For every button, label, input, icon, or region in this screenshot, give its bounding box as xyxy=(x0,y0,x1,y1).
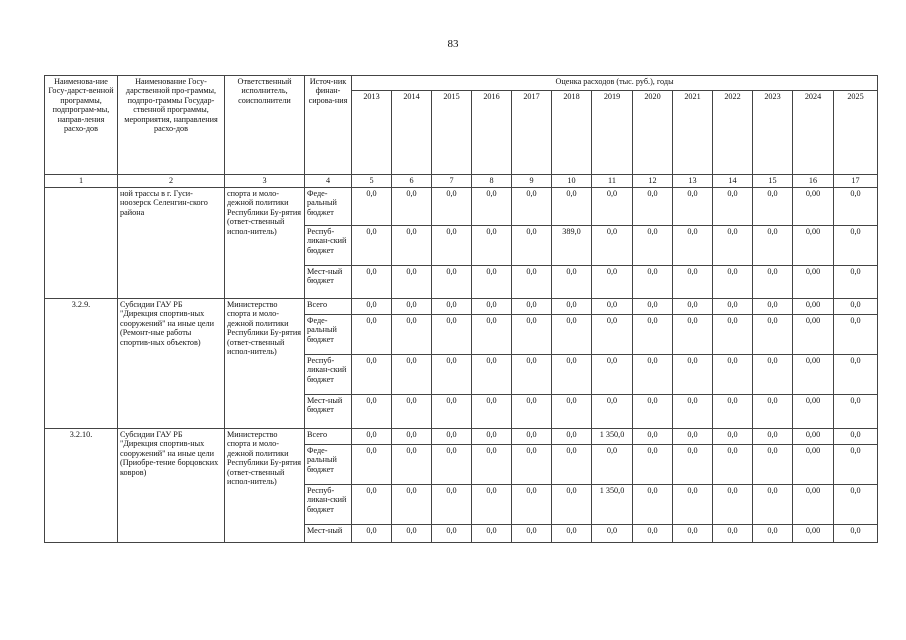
expense-value: 0,0 xyxy=(432,429,472,445)
expense-value: 0,0 xyxy=(633,266,673,299)
header-year: 2022 xyxy=(713,91,753,175)
expense-value: 0,0 xyxy=(512,429,552,445)
measure-code xyxy=(45,188,118,299)
responsible-executor: Министерство спорта и моло-дежной политики Республики Бу-рятия (ответ-ственный испол-нитель) xyxy=(225,429,305,543)
expense-value: 0,0 xyxy=(352,355,392,395)
column-number: 2 xyxy=(118,175,225,188)
expense-value: 0,0 xyxy=(512,266,552,299)
expense-value: 0,0 xyxy=(713,525,753,543)
column-number: 3 xyxy=(225,175,305,188)
expense-value: 0,0 xyxy=(432,299,472,315)
expense-value: 0,0 xyxy=(392,525,432,543)
expense-value: 0,00 xyxy=(793,299,834,315)
expense-value: 0,00 xyxy=(793,266,834,299)
expense-value: 0,0 xyxy=(713,429,753,445)
column-number: 1 xyxy=(45,175,118,188)
expense-value: 0,0 xyxy=(673,429,713,445)
expense-value: 0,0 xyxy=(472,226,512,266)
expense-value: 0,0 xyxy=(713,485,753,525)
expense-value: 0,00 xyxy=(793,395,834,429)
expense-value: 0,0 xyxy=(834,395,878,429)
expense-value: 0,0 xyxy=(633,485,673,525)
expense-value: 0,0 xyxy=(432,226,472,266)
expense-value: 0,0 xyxy=(713,315,753,355)
expense-value: 0,0 xyxy=(512,299,552,315)
expense-value: 0,0 xyxy=(713,266,753,299)
expense-value: 0,0 xyxy=(673,188,713,226)
expense-value: 0,0 xyxy=(432,525,472,543)
expense-value: 0,0 xyxy=(392,355,432,395)
expense-value: 0,0 xyxy=(432,188,472,226)
header-year: 2016 xyxy=(472,91,512,175)
table-row xyxy=(45,299,878,315)
column-number: 12 xyxy=(633,175,673,188)
expense-value: 0,0 xyxy=(352,299,392,315)
column-number: 8 xyxy=(472,175,512,188)
expense-value: 0,0 xyxy=(552,485,592,525)
funding-source: Респуб-ликан-ский бюджет xyxy=(305,485,352,525)
expense-value: 0,0 xyxy=(753,429,793,445)
expense-value: 0,0 xyxy=(472,395,512,429)
expense-value: 0,0 xyxy=(713,355,753,395)
funding-source: Всего xyxy=(305,299,352,315)
page-number: 83 xyxy=(447,38,459,50)
measure-code: 3.2.10. xyxy=(45,429,118,543)
funding-source: Феде-ральный бюджет xyxy=(305,315,352,355)
expense-value: 0,0 xyxy=(512,355,552,395)
expense-value: 1 350,0 xyxy=(592,485,633,525)
expense-value: 0,0 xyxy=(834,315,878,355)
measure-name: Субсидии ГАУ РБ "Дирекция спортив-ных сооружений" на иные цели (Ремонт-ные работы спортив-ных объектов) xyxy=(118,299,225,429)
header-year: 2017 xyxy=(512,91,552,175)
expense-value: 0,0 xyxy=(753,226,793,266)
expense-value: 0,0 xyxy=(834,226,878,266)
expense-value: 0,0 xyxy=(392,395,432,429)
expense-value: 0,0 xyxy=(673,266,713,299)
expense-value: 0,0 xyxy=(834,525,878,543)
expense-value: 0,0 xyxy=(713,445,753,485)
expense-value: 0,0 xyxy=(834,429,878,445)
expense-value: 0,0 xyxy=(352,429,392,445)
funding-source: Мест-ный бюджет xyxy=(305,395,352,429)
expense-value: 0,0 xyxy=(592,266,633,299)
expense-value: 0,0 xyxy=(753,485,793,525)
expense-value: 0,0 xyxy=(713,395,753,429)
expense-value: 0,0 xyxy=(392,266,432,299)
expense-value: 0,0 xyxy=(472,445,512,485)
column-number: 17 xyxy=(834,175,878,188)
expense-value: 0,0 xyxy=(432,266,472,299)
expense-value: 0,0 xyxy=(713,299,753,315)
header-year: 2021 xyxy=(673,91,713,175)
expense-value: 0,0 xyxy=(472,315,512,355)
expense-value: 0,0 xyxy=(673,315,713,355)
expense-value: 0,00 xyxy=(793,315,834,355)
table-row xyxy=(45,188,878,226)
expense-value: 0,0 xyxy=(552,525,592,543)
expense-value: 0,0 xyxy=(753,266,793,299)
expense-value: 0,0 xyxy=(713,226,753,266)
column-number: 7 xyxy=(432,175,472,188)
expense-value: 0,0 xyxy=(352,525,392,543)
header-program: Наименова-ние Госу-дарст-венной программы, подпрограм-мы, направ-ления расхо-дов xyxy=(45,76,118,175)
expense-value: 0,0 xyxy=(633,525,673,543)
expense-value: 0,0 xyxy=(633,315,673,355)
expense-value: 0,0 xyxy=(633,429,673,445)
header-year: 2015 xyxy=(432,91,472,175)
header-source: Источ-ник финан-сирова-ния xyxy=(305,76,352,175)
expense-value: 0,0 xyxy=(753,395,793,429)
expense-value: 0,0 xyxy=(472,429,512,445)
expense-value: 0,0 xyxy=(352,445,392,485)
expense-value: 0,0 xyxy=(392,485,432,525)
funding-source: Мест-ный бюджет xyxy=(305,266,352,299)
expense-value: 0,0 xyxy=(512,188,552,226)
expense-value: 0,0 xyxy=(834,355,878,395)
expense-value: 0,0 xyxy=(352,395,392,429)
expense-value: 0,0 xyxy=(592,226,633,266)
expense-value: 0,0 xyxy=(834,299,878,315)
expense-value: 0,0 xyxy=(552,299,592,315)
expense-value: 0,0 xyxy=(673,299,713,315)
expense-value: 0,0 xyxy=(753,355,793,395)
expense-value: 0,0 xyxy=(352,266,392,299)
expense-value: 1 350,0 xyxy=(592,429,633,445)
expense-value: 0,0 xyxy=(834,188,878,226)
header-year: 2020 xyxy=(633,91,673,175)
header-estimate: Оценка расходов (тыс. руб.), годы xyxy=(352,76,878,91)
expense-value: 0,0 xyxy=(592,355,633,395)
expense-value: 0,0 xyxy=(633,226,673,266)
expense-value: 0,0 xyxy=(432,445,472,485)
expense-value: 0,0 xyxy=(392,299,432,315)
expense-value: 0,0 xyxy=(512,226,552,266)
header-year: 2019 xyxy=(592,91,633,175)
funding-source: Феде-ральный бюджет xyxy=(305,445,352,485)
funding-source: Всего xyxy=(305,429,352,445)
expense-value: 0,0 xyxy=(472,299,512,315)
expense-value: 0,0 xyxy=(432,355,472,395)
expense-value: 0,00 xyxy=(793,445,834,485)
expense-value: 0,0 xyxy=(592,315,633,355)
funding-source: Респуб-ликан-ский бюджет xyxy=(305,226,352,266)
header-year: 2024 xyxy=(793,91,834,175)
column-number: 4 xyxy=(305,175,352,188)
expense-value: 0,0 xyxy=(673,485,713,525)
expense-value: 0,0 xyxy=(753,315,793,355)
expense-value: 0,0 xyxy=(552,395,592,429)
column-number: 6 xyxy=(392,175,432,188)
column-number: 9 xyxy=(512,175,552,188)
column-number: 14 xyxy=(713,175,753,188)
expense-value: 0,0 xyxy=(552,188,592,226)
expense-value: 0,00 xyxy=(793,525,834,543)
expense-value: 0,0 xyxy=(472,188,512,226)
expense-value: 0,0 xyxy=(753,299,793,315)
measure-name: ной трассы в г. Гуси-ноозерск Селенгин-ского района xyxy=(118,188,225,299)
funding-source: Респуб-ликан-ский бюджет xyxy=(305,355,352,395)
column-number: 13 xyxy=(673,175,713,188)
responsible-executor: спорта и моло-дежной политики Республики Бу-рятия (ответ-ственный испол-нитель) xyxy=(225,188,305,299)
expense-value: 0,0 xyxy=(552,315,592,355)
responsible-executor: Министерство спорта и моло-дежной политики Республики Бу-рятия (ответ-ственный испол-нитель) xyxy=(225,299,305,429)
header-executor: Ответственный исполнитель, соисполнители xyxy=(225,76,305,175)
column-number: 15 xyxy=(753,175,793,188)
expense-value: 389,0 xyxy=(552,226,592,266)
expense-value: 0,0 xyxy=(352,188,392,226)
expense-value: 0,0 xyxy=(512,485,552,525)
expense-value: 0,0 xyxy=(432,315,472,355)
expense-value: 0,0 xyxy=(352,226,392,266)
measure-name: Субсидии ГАУ РБ "Дирекция спортив-ных сооружений" на иные цели (Приобре-тение борцовских ковров) xyxy=(118,429,225,543)
expense-value: 0,0 xyxy=(592,299,633,315)
funding-source: Феде-ральный бюджет xyxy=(305,188,352,226)
expense-value: 0,0 xyxy=(633,355,673,395)
expense-value: 0,0 xyxy=(472,266,512,299)
funding-source: Мест-ный xyxy=(305,525,352,543)
header-year: 2025 xyxy=(834,91,878,175)
expense-value: 0,0 xyxy=(552,355,592,395)
expense-value: 0,0 xyxy=(392,315,432,355)
expense-value: 0,0 xyxy=(432,395,472,429)
expense-value: 0,00 xyxy=(793,429,834,445)
expense-value: 0,0 xyxy=(633,299,673,315)
expense-value: 0,0 xyxy=(834,485,878,525)
expense-value: 0,0 xyxy=(673,445,713,485)
expense-value: 0,0 xyxy=(392,429,432,445)
header-measure: Наименование Госу-дарственной про-граммы, подпро-граммы Государ-ственной программы, мероприятия, направления расхо-дов xyxy=(118,76,225,175)
expense-value: 0,00 xyxy=(793,226,834,266)
expense-value: 0,0 xyxy=(592,395,633,429)
expense-value: 0,0 xyxy=(834,266,878,299)
expense-value: 0,0 xyxy=(352,485,392,525)
expense-value: 0,0 xyxy=(753,445,793,485)
expense-value: 0,0 xyxy=(713,188,753,226)
expense-value: 0,0 xyxy=(633,395,673,429)
expense-value: 0,0 xyxy=(392,188,432,226)
expense-value: 0,0 xyxy=(633,445,673,485)
expense-value: 0,0 xyxy=(552,445,592,485)
expense-value: 0,0 xyxy=(834,445,878,485)
table-row xyxy=(45,429,878,445)
expense-value: 0,0 xyxy=(352,315,392,355)
expense-value: 0,0 xyxy=(472,355,512,395)
header-year: 2013 xyxy=(352,91,392,175)
expense-value: 0,00 xyxy=(793,485,834,525)
header-year: 2018 xyxy=(552,91,592,175)
column-number: 5 xyxy=(352,175,392,188)
expense-value: 0,0 xyxy=(592,525,633,543)
expense-value: 0,0 xyxy=(472,485,512,525)
expense-value: 0,0 xyxy=(512,395,552,429)
expense-value: 0,0 xyxy=(512,525,552,543)
expense-value: 0,0 xyxy=(633,188,673,226)
expense-value: 0,0 xyxy=(673,525,713,543)
expense-value: 0,0 xyxy=(592,188,633,226)
header-year: 2023 xyxy=(753,91,793,175)
expense-value: 0,0 xyxy=(592,445,633,485)
expense-value: 0,0 xyxy=(673,355,713,395)
expense-value: 0,0 xyxy=(673,395,713,429)
expense-value: 0,0 xyxy=(753,525,793,543)
column-number: 11 xyxy=(592,175,633,188)
expense-value: 0,0 xyxy=(552,266,592,299)
expense-value: 0,0 xyxy=(392,226,432,266)
expense-value: 0,0 xyxy=(472,525,512,543)
budget-table xyxy=(44,75,878,543)
expense-value: 0,0 xyxy=(512,445,552,485)
expense-value: 0,00 xyxy=(793,355,834,395)
expense-value: 0,00 xyxy=(793,188,834,226)
expense-value: 0,0 xyxy=(552,429,592,445)
header-year: 2014 xyxy=(392,91,432,175)
expense-value: 0,0 xyxy=(753,188,793,226)
expense-value: 0,0 xyxy=(673,226,713,266)
column-number: 10 xyxy=(552,175,592,188)
measure-code: 3.2.9. xyxy=(45,299,118,429)
column-number: 16 xyxy=(793,175,834,188)
expense-value: 0,0 xyxy=(512,315,552,355)
expense-value: 0,0 xyxy=(432,485,472,525)
expense-value: 0,0 xyxy=(392,445,432,485)
